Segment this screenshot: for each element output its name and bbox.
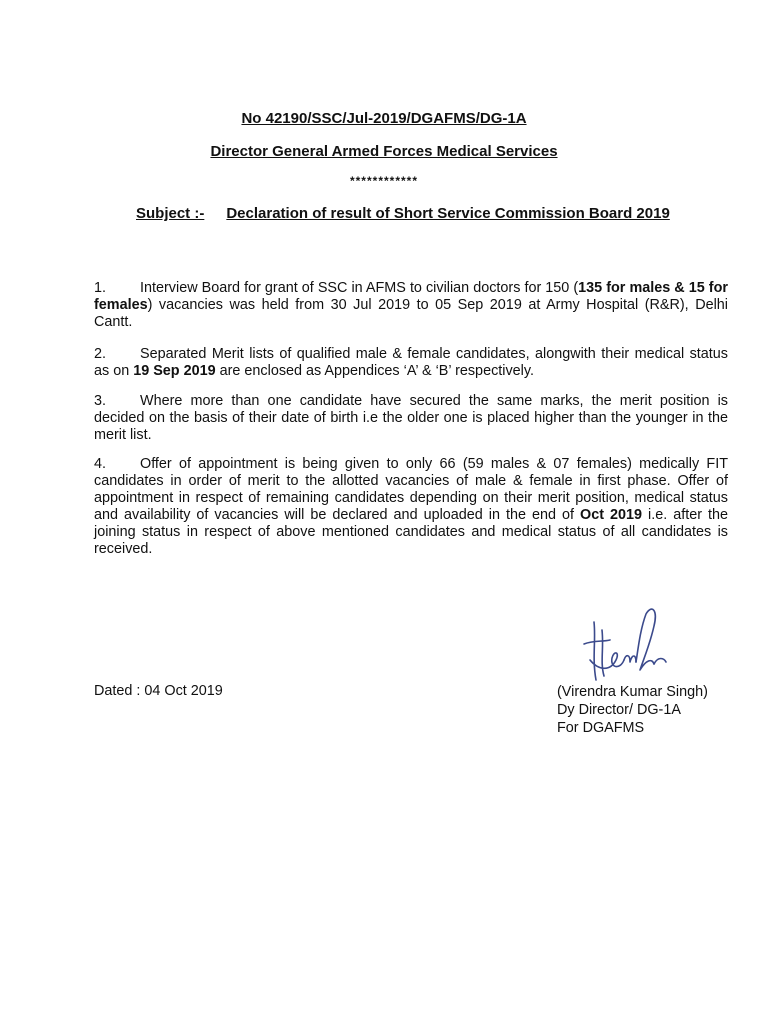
handwritten-signature-icon <box>580 600 670 690</box>
paragraph-bold-text: Oct 2019 <box>580 507 642 523</box>
paragraph-2 <box>94 346 728 380</box>
paragraph-number: 4. <box>94 456 107 472</box>
paragraph-bold-text: 135 for males & 15 for females <box>94 280 728 313</box>
paragraph-text: Separated Merit lists of qualified male & female candidates, alongwith their medical status as on <box>94 346 728 379</box>
signatory-name: (Virendra Kumar Singh) <box>557 684 708 700</box>
paragraph-3 <box>94 393 728 444</box>
reference-number: No 42190/SSC/Jul-2019/DGAFMS/DG-1A <box>241 110 527 127</box>
date-line: Dated : 04 Oct 2019 <box>94 683 223 699</box>
paragraph-text: Offer of appointment is being given to only 66 (59 males & 07 females) medically FIT candidates in order of merit to the allotted vacancies of male & female in first phase. Offer of appointment in respect of remaining candidates depending on their merit position, medical status and availability of vacancies will be declared and uploaded in the end of <box>94 456 728 523</box>
paragraph-text: i.e. after the joining status in respect of above mentioned candidates and medical status of all candidates is received. <box>94 507 728 557</box>
paragraph-text: Where more than one candidate have secured the same marks, the merit position is decided on the basis of their date of birth i.e the older one is placed higher than the younger in the merit list. <box>94 393 728 443</box>
signatory-block <box>557 683 708 737</box>
subject-text: Declaration of result of Short Service Commission Board 2019 <box>226 205 670 222</box>
signatory-org: For DGAFMS <box>557 720 645 736</box>
paragraph-number: 1. <box>94 280 107 296</box>
organization-title: Director General Armed Forces Medical Services <box>210 143 558 160</box>
paragraph-1 <box>94 280 728 331</box>
paragraph-bold-text: 19 Sep 2019 <box>133 363 216 379</box>
subject-label: Subject :- <box>136 205 205 222</box>
paragraph-text: are enclosed as Appendices ‘A’ & ‘B’ respectively. <box>215 363 534 379</box>
paragraph-text: ) vacancies was held from 30 Jul 2019 to 05 Sep 2019 at Army Hospital (R&R), Delhi Cantt. <box>94 297 728 330</box>
subject-line <box>136 205 670 222</box>
paragraph-4 <box>94 456 728 558</box>
separator-stars: ************ <box>349 174 419 188</box>
paragraph-number: 3. <box>94 393 107 409</box>
paragraph-text: Interview Board for grant of SSC in AFMS to civilian doctors for 150 ( <box>140 280 579 296</box>
signatory-designation: Dy Director/ DG-1A <box>557 702 681 718</box>
paragraph-number: 2. <box>94 346 107 362</box>
